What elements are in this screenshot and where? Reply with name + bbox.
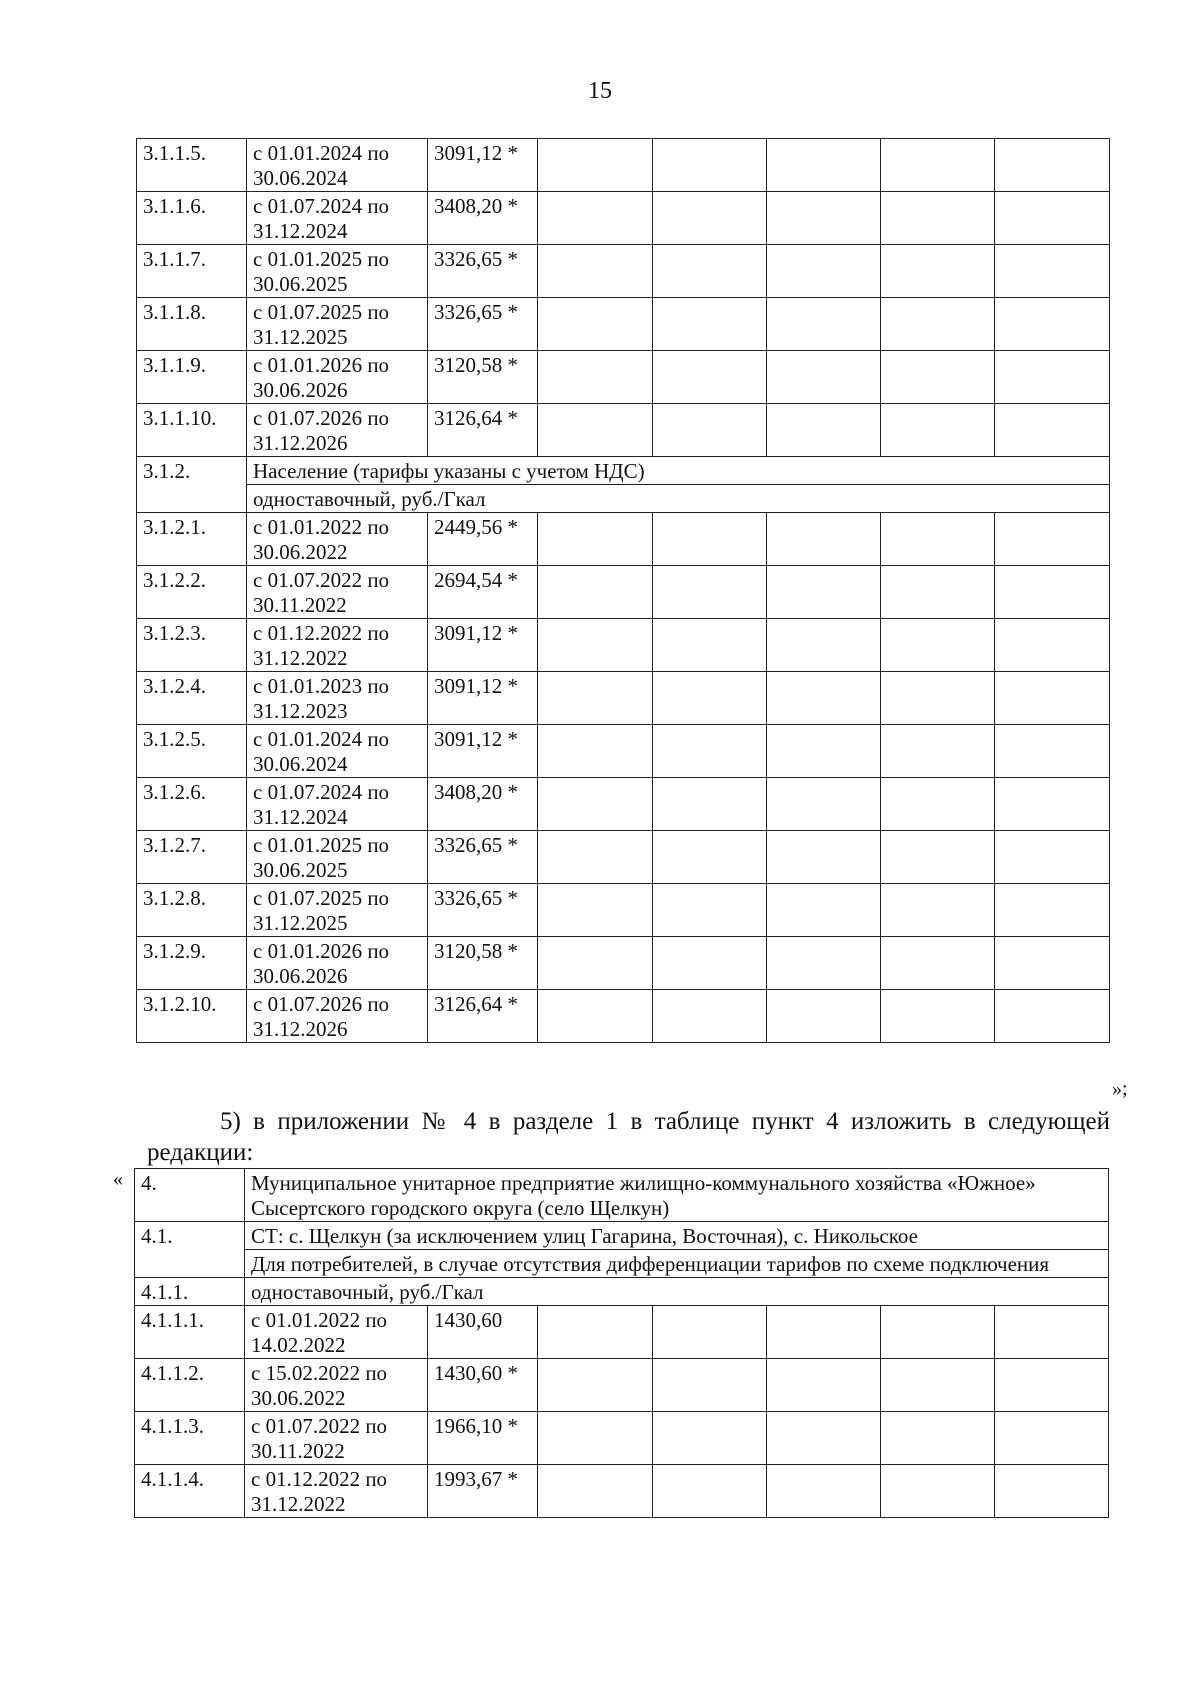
section-heading: одноставочный, руб./Гкал — [245, 1278, 1109, 1306]
period-line: 30.06.2024 — [253, 752, 348, 776]
empty-cell — [767, 778, 881, 831]
table-row — [135, 1250, 1109, 1278]
empty-cell — [767, 831, 881, 884]
empty-cell — [653, 778, 767, 831]
empty-cell — [881, 884, 995, 937]
empty-cell — [881, 513, 995, 566]
tariff-value: 3091,12 * — [428, 619, 538, 672]
period-line: 14.02.2022 — [251, 1333, 346, 1357]
empty-cell — [653, 192, 767, 245]
empty-cell — [995, 192, 1110, 245]
empty-cell — [538, 1465, 653, 1518]
empty-cell — [995, 351, 1110, 404]
empty-cell — [653, 1412, 767, 1465]
period-line: 31.12.2026 — [253, 1017, 348, 1041]
subsection-heading: одноставочный, руб./Гкал — [247, 485, 1110, 513]
period-line: с 01.07.2022 по — [253, 568, 390, 592]
item-number: 4.1.1.4. — [135, 1465, 245, 1518]
empty-cell — [653, 672, 767, 725]
page-number: 15 — [588, 78, 612, 104]
item-number: 3.1.2.6. — [137, 778, 247, 831]
empty-cell — [653, 351, 767, 404]
empty-cell — [881, 831, 995, 884]
period-line: с 01.07.2024 по — [253, 780, 390, 804]
period-line: 30.11.2022 — [251, 1439, 345, 1463]
table-row — [135, 1278, 1109, 1306]
item-number: 3.1.2.3. — [137, 619, 247, 672]
period-line: 30.06.2025 — [253, 272, 348, 296]
empty-cell — [881, 990, 995, 1043]
period-cell — [245, 1306, 428, 1359]
empty-cell — [995, 566, 1110, 619]
empty-cell — [767, 672, 881, 725]
empty-cell — [767, 139, 881, 192]
period-cell — [247, 672, 428, 725]
period-line: 30.06.2022 — [251, 1386, 346, 1410]
empty-cell — [881, 672, 995, 725]
period-line: 31.12.2022 — [253, 646, 348, 670]
item-number: 3.1.2.4. — [137, 672, 247, 725]
empty-cell — [538, 1306, 653, 1359]
empty-cell — [538, 139, 653, 192]
section-number: 4.1. — [135, 1222, 245, 1278]
period-line: с 01.07.2022 по — [251, 1414, 388, 1438]
empty-cell — [538, 725, 653, 778]
table-row — [137, 672, 1110, 725]
period-line: 31.12.2023 — [253, 699, 348, 723]
period-cell — [247, 245, 428, 298]
empty-cell — [767, 298, 881, 351]
period-line: 31.12.2024 — [253, 219, 348, 243]
empty-cell — [995, 1306, 1109, 1359]
period-cell — [247, 884, 428, 937]
empty-cell — [995, 725, 1110, 778]
tariff-value: 3120,58 * — [428, 351, 538, 404]
empty-cell — [767, 1412, 881, 1465]
empty-cell — [767, 937, 881, 990]
period-line: 31.12.2022 — [251, 1492, 346, 1516]
tariff-value: 2694,54 * — [428, 566, 538, 619]
closing-quote-mark: »; — [1112, 1078, 1128, 1100]
item-number: 4.1.1.2. — [135, 1359, 245, 1412]
period-line: 31.12.2026 — [253, 431, 348, 455]
opening-quote-mark: « — [113, 1168, 123, 1190]
table-row — [137, 990, 1110, 1043]
section-number: 4.1.1. — [135, 1278, 245, 1306]
empty-cell — [538, 298, 653, 351]
table-row — [137, 619, 1110, 672]
item-number: 3.1.2.7. — [137, 831, 247, 884]
empty-cell — [881, 619, 995, 672]
empty-cell — [538, 351, 653, 404]
table-row — [137, 457, 1110, 485]
empty-cell — [767, 1306, 881, 1359]
tariff-value: 2449,56 * — [428, 513, 538, 566]
table-row — [137, 192, 1110, 245]
item-number: 3.1.2.10. — [137, 990, 247, 1043]
period-line: с 01.12.2022 по — [251, 1467, 388, 1491]
empty-cell — [995, 513, 1110, 566]
empty-cell — [653, 725, 767, 778]
empty-cell — [881, 298, 995, 351]
empty-cell — [653, 245, 767, 298]
tariff-value: 1966,10 * — [428, 1412, 538, 1465]
table-row — [137, 884, 1110, 937]
period-cell — [247, 351, 428, 404]
period-cell — [247, 192, 428, 245]
empty-cell — [653, 937, 767, 990]
empty-cell — [653, 513, 767, 566]
table-row — [135, 1169, 1109, 1222]
period-cell — [247, 139, 428, 192]
item-number: 3.1.2.5. — [137, 725, 247, 778]
tariff-value: 3326,65 * — [428, 298, 538, 351]
section-number: 3.1.2. — [137, 457, 247, 513]
empty-cell — [881, 566, 995, 619]
empty-cell — [995, 245, 1110, 298]
period-cell — [247, 619, 428, 672]
item-number: 4.1.1.3. — [135, 1412, 245, 1465]
empty-cell — [538, 831, 653, 884]
period-line: с 01.01.2025 по — [253, 247, 390, 271]
period-line: с 01.07.2025 по — [253, 886, 390, 910]
empty-cell — [653, 404, 767, 457]
period-line: с 01.01.2026 по — [253, 353, 390, 377]
empty-cell — [538, 619, 653, 672]
empty-cell — [653, 139, 767, 192]
empty-cell — [995, 619, 1110, 672]
tariff-value: 1430,60 * — [428, 1359, 538, 1412]
table-row — [137, 298, 1110, 351]
item-number: 3.1.2.2. — [137, 566, 247, 619]
period-line: 30.06.2024 — [253, 166, 348, 190]
empty-cell — [881, 1306, 995, 1359]
subsection-heading: Для потребителей, в случае отсутствия дифференциации тарифов по схеме подключения — [245, 1250, 1109, 1278]
table-row — [137, 937, 1110, 990]
tariff-value: 3091,12 * — [428, 672, 538, 725]
empty-cell — [767, 1465, 881, 1518]
table-row — [137, 778, 1110, 831]
table-row — [137, 139, 1110, 192]
empty-cell — [538, 404, 653, 457]
empty-cell — [653, 1306, 767, 1359]
empty-cell — [767, 884, 881, 937]
period-line: с 01.01.2023 по — [253, 674, 390, 698]
empty-cell — [538, 192, 653, 245]
period-cell — [247, 990, 428, 1043]
period-line: с 01.07.2026 по — [253, 992, 390, 1016]
empty-cell — [881, 351, 995, 404]
empty-cell — [767, 513, 881, 566]
period-line: с 01.01.2024 по — [253, 727, 390, 751]
empty-cell — [881, 1465, 995, 1518]
period-cell — [247, 725, 428, 778]
item-number: 4.1.1.1. — [135, 1306, 245, 1359]
table-row — [135, 1359, 1109, 1412]
empty-cell — [881, 245, 995, 298]
period-line: 30.11.2022 — [253, 593, 347, 617]
period-cell — [247, 404, 428, 457]
period-line: с 01.07.2025 по — [253, 300, 390, 324]
period-line: с 01.01.2026 по — [253, 939, 390, 963]
item-number: 3.1.1.9. — [137, 351, 247, 404]
tariff-value: 3126,64 * — [428, 404, 538, 457]
table-row — [137, 485, 1110, 513]
empty-cell — [767, 990, 881, 1043]
tariff-value: 3326,65 * — [428, 884, 538, 937]
tariff-value: 3126,64 * — [428, 990, 538, 1043]
period-line: с 01.07.2026 по — [253, 406, 390, 430]
empty-cell — [767, 725, 881, 778]
empty-cell — [881, 139, 995, 192]
empty-cell — [767, 619, 881, 672]
empty-cell — [995, 990, 1110, 1043]
empty-cell — [653, 884, 767, 937]
period-cell — [247, 778, 428, 831]
empty-cell — [995, 937, 1110, 990]
empty-cell — [995, 778, 1110, 831]
table-row — [137, 513, 1110, 566]
period-cell — [245, 1465, 428, 1518]
amendment-instruction-continued: редакции: — [147, 1139, 254, 1166]
empty-cell — [653, 566, 767, 619]
empty-cell — [538, 990, 653, 1043]
empty-cell — [881, 404, 995, 457]
period-cell — [247, 831, 428, 884]
period-line: с 15.02.2022 по — [251, 1361, 388, 1385]
empty-cell — [995, 139, 1110, 192]
tariff-value: 3120,58 * — [428, 937, 538, 990]
period-line: с 01.01.2024 по — [253, 141, 390, 165]
amendment-instruction: 5) в приложении № 4 в разделе 1 в таблице пункт 4 изложить в следующей — [220, 1108, 1110, 1135]
table-row — [135, 1465, 1109, 1518]
period-line: 31.12.2024 — [253, 805, 348, 829]
empty-cell — [995, 1465, 1109, 1518]
empty-cell — [538, 884, 653, 937]
table-row — [137, 351, 1110, 404]
item-number: 3.1.1.5. — [137, 139, 247, 192]
empty-cell — [881, 1359, 995, 1412]
empty-cell — [653, 298, 767, 351]
empty-cell — [767, 192, 881, 245]
table-row — [137, 831, 1110, 884]
empty-cell — [538, 1359, 653, 1412]
period-line: с 01.01.2022 по — [253, 515, 390, 539]
empty-cell — [538, 672, 653, 725]
empty-cell — [767, 1359, 881, 1412]
empty-cell — [538, 937, 653, 990]
empty-cell — [881, 192, 995, 245]
section-number: 4. — [135, 1169, 245, 1222]
period-line: с 01.01.2022 по — [251, 1308, 388, 1332]
period-line: с 01.01.2025 по — [253, 833, 390, 857]
empty-cell — [538, 778, 653, 831]
empty-cell — [538, 245, 653, 298]
table-row — [135, 1306, 1109, 1359]
period-line: 31.12.2025 — [253, 325, 348, 349]
period-line: 30.06.2022 — [253, 540, 348, 564]
empty-cell — [995, 831, 1110, 884]
empty-cell — [653, 1465, 767, 1518]
empty-cell — [653, 619, 767, 672]
tariff-value: 3408,20 * — [428, 778, 538, 831]
period-line: с 01.12.2022 по — [253, 621, 390, 645]
table-row — [137, 725, 1110, 778]
period-cell — [245, 1412, 428, 1465]
section-heading: Население (тарифы указаны с учетом НДС) — [247, 457, 1110, 485]
table-row — [135, 1222, 1109, 1250]
item-number: 3.1.2.9. — [137, 937, 247, 990]
tariff-value: 1993,67 * — [428, 1465, 538, 1518]
empty-cell — [881, 725, 995, 778]
table-row — [137, 404, 1110, 457]
period-line: 31.12.2025 — [253, 911, 348, 935]
item-number: 3.1.1.7. — [137, 245, 247, 298]
empty-cell — [995, 672, 1110, 725]
table-row — [135, 1412, 1109, 1465]
tariff-value: 3091,12 * — [428, 139, 538, 192]
item-number: 3.1.1.6. — [137, 192, 247, 245]
table-row — [137, 245, 1110, 298]
empty-cell — [767, 566, 881, 619]
period-line: 30.06.2026 — [253, 964, 348, 988]
period-line: 30.06.2026 — [253, 378, 348, 402]
empty-cell — [995, 1412, 1109, 1465]
empty-cell — [767, 404, 881, 457]
item-number: 3.1.2.1. — [137, 513, 247, 566]
table-row — [137, 566, 1110, 619]
empty-cell — [653, 831, 767, 884]
period-cell — [245, 1359, 428, 1412]
period-line: с 01.07.2024 по — [253, 194, 390, 218]
tariff-value: 3326,65 * — [428, 831, 538, 884]
empty-cell — [653, 990, 767, 1043]
item-number: 3.1.2.8. — [137, 884, 247, 937]
empty-cell — [881, 937, 995, 990]
empty-cell — [995, 884, 1110, 937]
empty-cell — [538, 1412, 653, 1465]
empty-cell — [881, 1412, 995, 1465]
item-number: 3.1.1.10. — [137, 404, 247, 457]
section-heading: СТ: с. Щелкун (за исключением улиц Гагарина, Восточная), с. Никольское — [245, 1222, 1109, 1250]
period-line: 30.06.2025 — [253, 858, 348, 882]
period-cell — [247, 513, 428, 566]
empty-cell — [767, 351, 881, 404]
period-cell — [247, 937, 428, 990]
period-cell — [247, 298, 428, 351]
item-number: 3.1.1.8. — [137, 298, 247, 351]
empty-cell — [995, 404, 1110, 457]
empty-cell — [538, 566, 653, 619]
tariff-value: 3326,65 * — [428, 245, 538, 298]
period-cell — [247, 566, 428, 619]
tariff-value: 3091,12 * — [428, 725, 538, 778]
empty-cell — [995, 298, 1110, 351]
empty-cell — [767, 245, 881, 298]
tariff-value: 1430,60 — [428, 1306, 538, 1359]
tariff-table-new-item — [134, 1168, 1109, 1518]
empty-cell — [995, 1359, 1109, 1412]
empty-cell — [538, 513, 653, 566]
empty-cell — [881, 778, 995, 831]
tariff-value: 3408,20 * — [428, 192, 538, 245]
tariff-table-continued — [136, 138, 1110, 1043]
section-heading: Муниципальное унитарное предприятие жилищно-коммунального хозяйства «Южное» Сысертского городского округа (село Щелкун) — [245, 1169, 1109, 1222]
empty-cell — [653, 1359, 767, 1412]
